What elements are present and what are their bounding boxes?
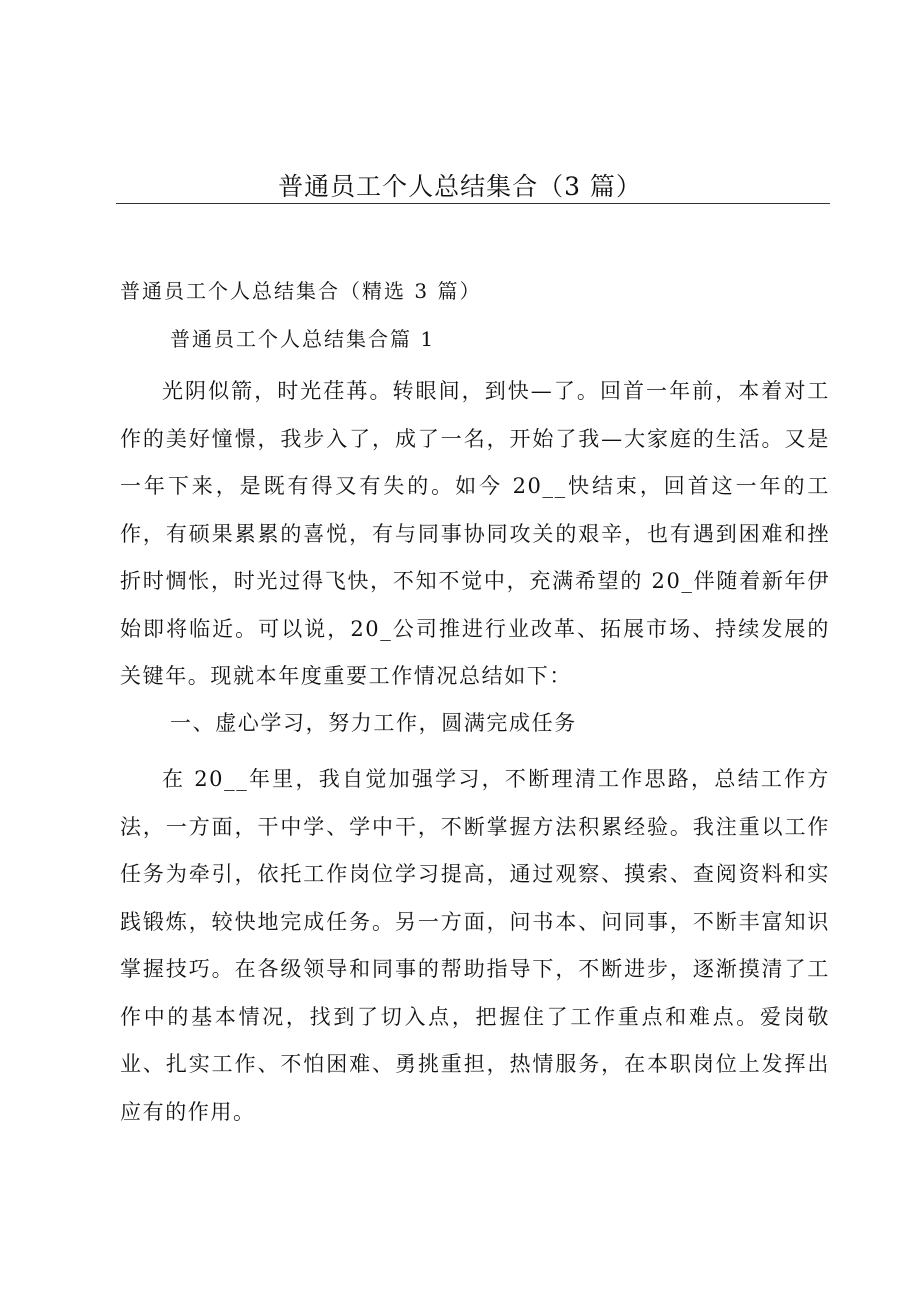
body-paragraph-2: 在 20__年里，我自觉加强学习，不断理清工作思路，总结工作方法，一方面，干中学、学中干，不断掌握方法积累经验。我注重以工作任务为牵引，依托工作岗位学习提高，通过观察、摸索、查阅资料和实践锻炼，较快地完成任务。另一方面，问书本、问同事，不断丰富知识掌握技巧。在各级领导和同事的帮助指导下，不断进步，逐渐摸清了工作中的基本情况，找到了切入点，把握住了工作重点和难点。爱岗敬业、扎实工作、不怕困难、勇挑重担，热情服务，在本职岗位上发挥出应有的作用。 [120, 767, 830, 1124]
title-underline [116, 203, 830, 204]
section-heading: 普通员工个人总结集合篇 1 [170, 327, 436, 351]
subsection-heading: 一、虚心学习，努力工作，圆满完成任务 [170, 711, 577, 735]
document-title: 普通员工个人总结集合（3 篇） [278, 172, 642, 201]
body-paragraph-1: 光阴似箭，时光荏苒。转眼间，到快—了。回首一年前，本着对工作的美好憧憬，我步入了，成了一名，开始了我—大家庭的生活。又是一年下来，是既有得又有失的。如今 20__快结束，回首这一年的工作，有硕果累累的喜悦，有与同事协同攻关的艰辛，也有遇到困难和挫折时惆怅，时光过得飞快，不知不觉中，充满希望的 20_伴随着新年伊始即将临近。可以说，20_公司推进行业改革、拓展市场、持续发展的关键年。现就本年度重要工作情况总结如下： [120, 379, 830, 688]
document-subtitle: 普通员工个人总结集合（精选 3 篇） [120, 279, 482, 303]
